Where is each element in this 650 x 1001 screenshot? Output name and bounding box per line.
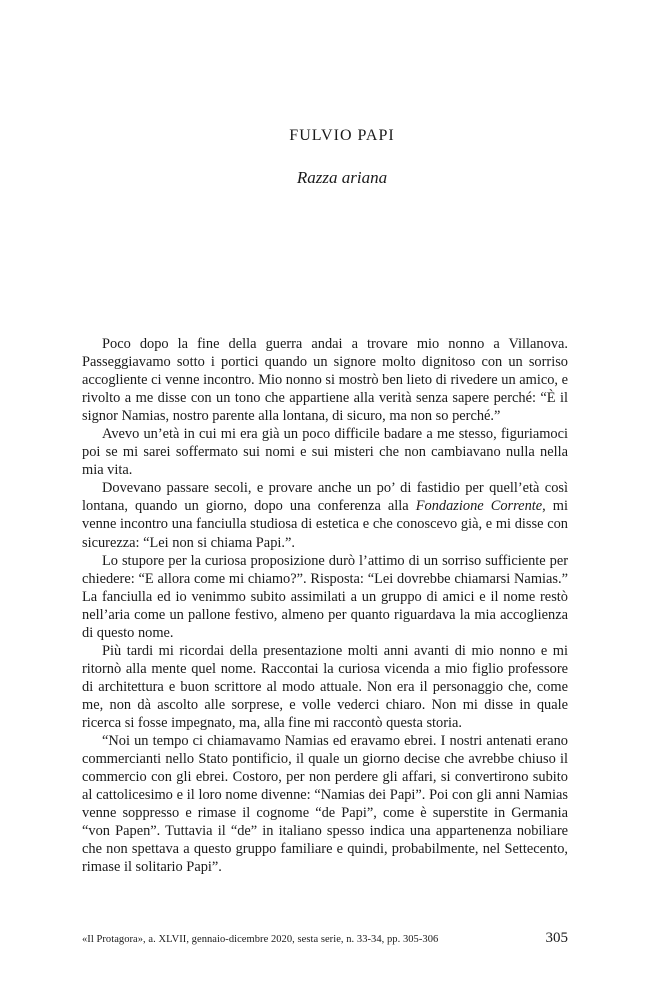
article-title: Razza ariana <box>296 168 388 187</box>
paragraph-1: Poco dopo la fine della guerra andai a trovare mio nonno a Villanova. Passeggiavamo sotto i portici quando un signore molto dignitoso con un sorriso accogliente ci venne incontro. Mio nonno si mostrò ben lieto di rivedere un amico, e rivolto a me disse con un tono che appartiene alla verità senza sapere perché: “È il signor Namias, nostro parente alla lontana, di sicuro, ma non so perché.” <box>82 336 568 425</box>
paragraph-3-text-a: Dovevano passare secoli, e provare anche un po’ di fastidio per quell’età così lontana, quando un giorno, dopo una conferenza alla <box>82 480 568 515</box>
page-number: 305 <box>545 930 568 946</box>
paragraph-3-text-b: , mi venne incontro una fanciulla studiosa di estetica e che conoscevo già, e mi disse con sicurezza: “Lei non si chiama Papi.”. <box>82 498 568 551</box>
paragraph-5: Più tardi mi ricordai della presentazione molti anni avanti di mio nonno e mi ritornò alla mente quel nome. Raccontai la curiosa vicenda a mio figlio professore di architettura e buon scrittore al modo attuale. Non era il personaggio che, come me, non dà ascolto alle sorprese, e volle vederci chiaro. Non mi disse in quale ricerca si fosse impegnato, ma, alla fine mi raccontò questa storia. <box>82 642 568 731</box>
article-author: FULVIO PAPI <box>289 127 395 144</box>
paragraph-3 <box>82 479 568 551</box>
footer-citation: «Il Protagora», a. XLVII, gennaio-dicembre 2020, sesta serie, n. 33-34, pp. 305-306 <box>82 934 439 945</box>
paragraph-2: Avevo un’età in cui mi era già un poco difficile badare a me stesso, figuriamoci poi se mi sarei soffermato sui nomi e sui misteri che non cambiavano nulla nella mia vita. <box>82 426 568 479</box>
paragraph-3-italic: Fondazione Corrente <box>415 498 543 515</box>
page-footer <box>82 930 568 947</box>
article-body <box>82 335 568 876</box>
paragraph-4: Lo stupore per la curiosa proposizione durò l’attimo di un sorriso sufficiente per chiedere: “E allora come mi chiamo?”. Risposta: “Lei dovrebbe chiamarsi Namias.” La fanciulla ed io venimmo subito assimilati a un gruppo di amici e il nome restò nell’aria come un pallone festivo, almeno per quanto riguardava la mia accoglienza di questo nome. <box>82 552 568 641</box>
paragraph-6: “Noi un tempo ci chiamavamo Namias ed eravamo ebrei. I nostri antenati erano commercianti nello Stato pontificio, il quale un giorno decise che avrebbe chiuso il commercio con gli ebrei. Costoro, per non perdere gli affari, si convertirono subito al cattolicesimo e il loro nome divenne: “Namias dei Papi”. Poi con gli anni Namias venne soppresso e rimase il cognome “de Papi”, come è superstite in Germania “von Papen”. Tuttavia il “de” in italiano spesso indica una appartenenza nobiliare che non spettava a questo gruppo familiare e quindi, probabilmente, nel Settecento, rimase il solitario Papi”. <box>82 733 568 876</box>
